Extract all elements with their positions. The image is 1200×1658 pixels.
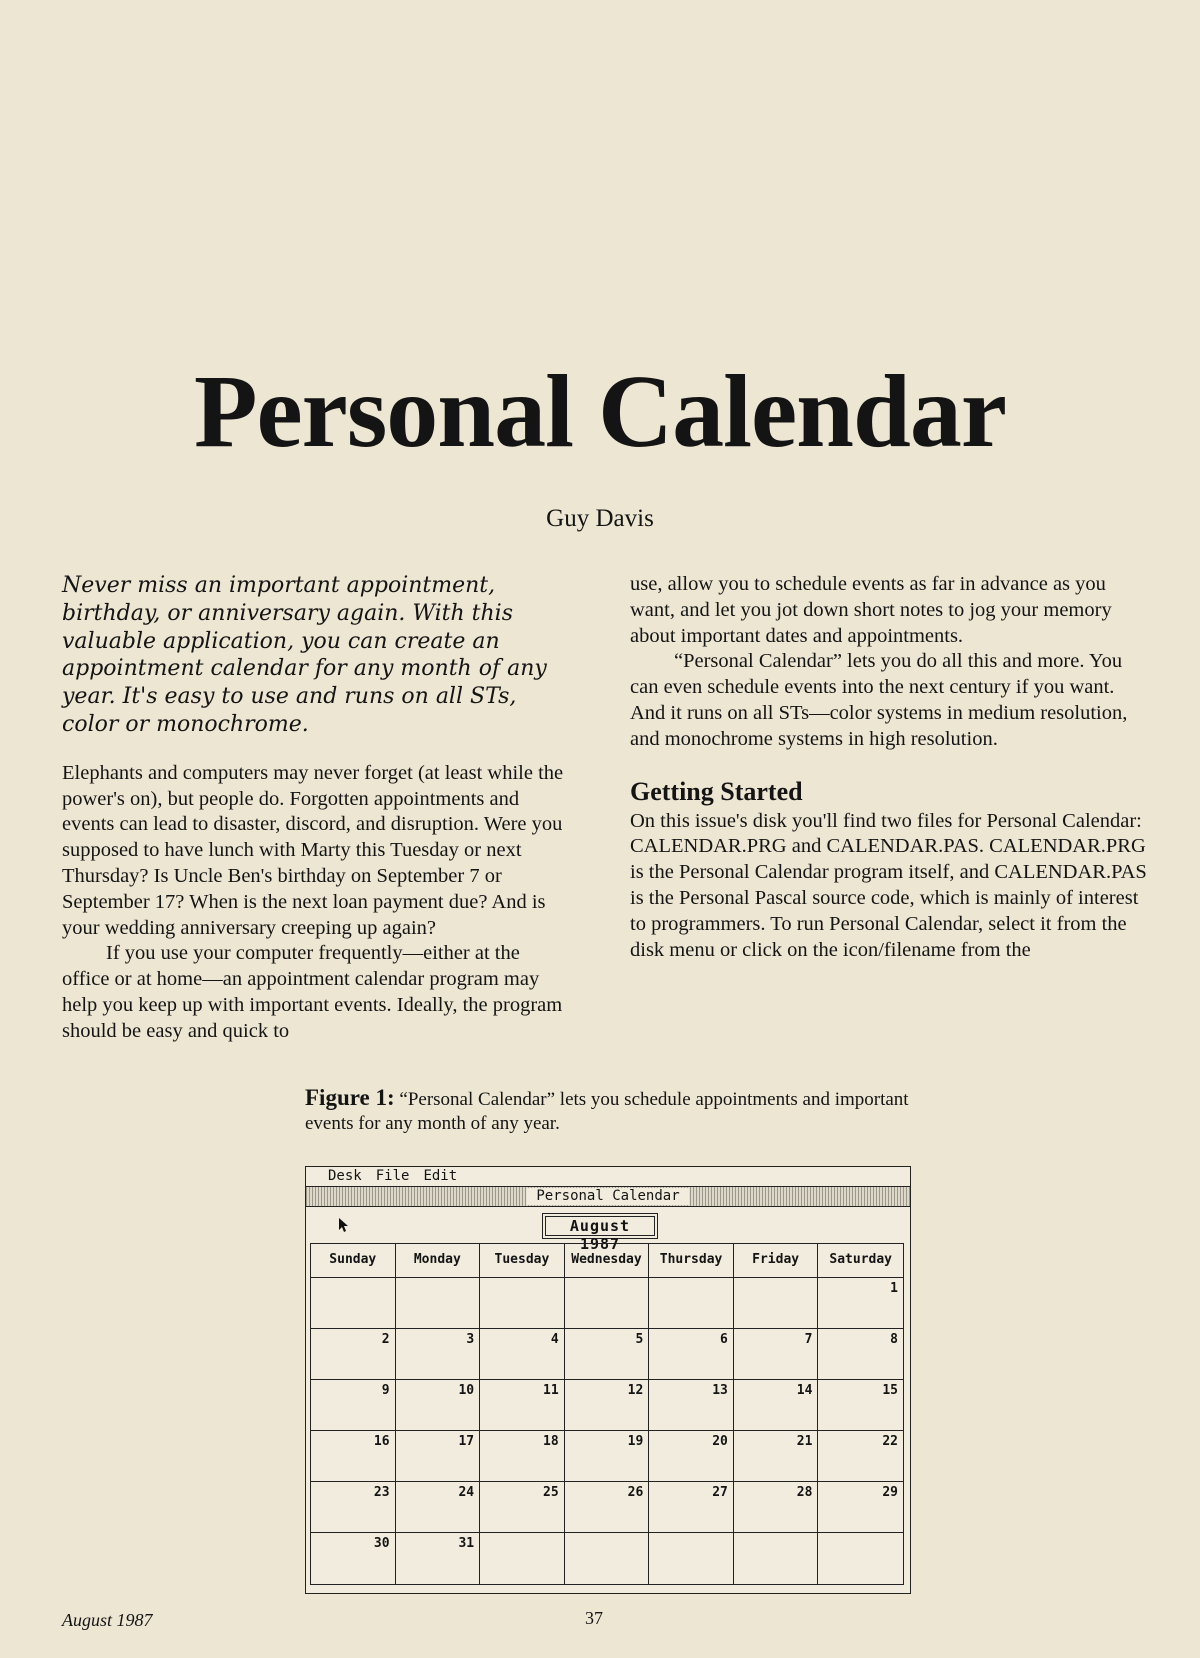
calendar-day-cell[interactable] (649, 1278, 734, 1329)
calendar-day-cell[interactable] (396, 1278, 481, 1329)
calendar-day-cell[interactable]: 4 (480, 1329, 565, 1380)
calendar-day-cell[interactable]: 30 (311, 1533, 396, 1584)
calendar-day-cell[interactable]: 24 (396, 1482, 481, 1533)
calendar-day-cell[interactable]: 6 (649, 1329, 734, 1380)
calendar-day-cell[interactable] (734, 1533, 819, 1584)
day-header: Wednesday (565, 1244, 650, 1278)
day-header: Tuesday (480, 1244, 565, 1278)
body-paragraph: On this issue's disk you'll find two files for Personal Calendar: CALENDAR.PRG and CALENDAR.PAS. CALENDAR.PRG is the Personal Calendar program itself, and CALENDAR.PAS is the Personal Pascal source code, which is mainly of interest to programmers. To run Personal Calendar, select it from the disk menu or click on the icon/filename from the (630, 809, 1147, 961)
calendar-day-cell[interactable]: 22 (818, 1431, 903, 1482)
menu-desk[interactable]: Desk (328, 1168, 362, 1184)
calendar-day-cell[interactable]: 9 (311, 1380, 396, 1431)
calendar-day-cell[interactable]: 28 (734, 1482, 819, 1533)
arrow-pointer-icon (338, 1217, 348, 1237)
day-header: Friday (734, 1244, 819, 1278)
day-header: Saturday (818, 1244, 903, 1278)
calendar-day-cell[interactable]: 19 (565, 1431, 650, 1482)
body-paragraph: use, allow you to schedule events as far in advance as you want, and let you jot down short notes to jog your memory about important dates and appointments. (630, 573, 1112, 647)
menu-file[interactable]: File (375, 1168, 410, 1184)
calendar-day-cell[interactable]: 10 (396, 1380, 481, 1431)
figure-caption-text: “Personal Calendar” lets you schedule appointments and important events for any month of any year. (305, 1089, 909, 1134)
section-heading: Getting Started (630, 776, 803, 806)
calendar-day-cell[interactable] (480, 1278, 565, 1329)
article-intro: Never miss an important appointment, birthday, or anniversary again. With this valuable application, you can create an appointment calendar for any month of any year. It's easy to use and runs on all STs, color or monochrome. (62, 573, 547, 737)
calendar-screenshot (305, 1166, 911, 1594)
calendar-day-cell[interactable]: 17 (396, 1431, 481, 1482)
calendar-day-cell[interactable]: 25 (480, 1482, 565, 1533)
calendar-day-cell[interactable]: 26 (565, 1482, 650, 1533)
calendar-header (306, 1207, 910, 1253)
calendar-day-cell[interactable]: 12 (565, 1380, 650, 1431)
left-column (62, 572, 572, 1045)
month-selector[interactable] (542, 1213, 658, 1253)
right-column (630, 572, 1150, 963)
calendar-day-cell[interactable]: 11 (480, 1380, 565, 1431)
body-paragraph: If you use your computer frequently—either at the office or at home—an appointment calendar program may help you keep up with important events. Ideally, the program should be easy and quick to (62, 942, 563, 1042)
calendar-day-cell[interactable]: 29 (818, 1482, 903, 1533)
calendar-day-cell[interactable] (818, 1533, 903, 1584)
calendar-day-cell[interactable] (565, 1533, 650, 1584)
menu-bar (306, 1167, 910, 1187)
calendar-grid (310, 1243, 904, 1585)
menu-edit[interactable]: Edit (423, 1168, 458, 1184)
day-header: Thursday (649, 1244, 734, 1278)
calendar-day-cell[interactable]: 5 (565, 1329, 650, 1380)
calendar-day-cell[interactable]: 8 (818, 1329, 903, 1380)
calendar-day-cell[interactable] (649, 1533, 734, 1584)
day-header: Sunday (311, 1244, 396, 1278)
figure-caption (305, 1086, 925, 1136)
article-title: Personal Calendar (193, 354, 1007, 469)
calendar-day-cell[interactable] (311, 1278, 396, 1329)
calendar-day-cell[interactable] (480, 1533, 565, 1584)
calendar-day-cell[interactable] (565, 1278, 650, 1329)
calendar-day-cell[interactable]: 18 (480, 1431, 565, 1482)
calendar-day-cell[interactable]: 13 (649, 1380, 734, 1431)
month-label: August 1987 (545, 1216, 655, 1236)
calendar-day-cell[interactable]: 16 (311, 1431, 396, 1482)
author-byline: Guy Davis (546, 505, 654, 532)
calendar-day-cell[interactable]: 20 (649, 1431, 734, 1482)
window-title: Personal Calendar (526, 1188, 689, 1205)
body-paragraph: “Personal Calendar” lets you do all this and more. You can even schedule events into the next century if you want. And it runs on all STs—color systems in medium resolution, and monochrome systems in high resolution. (630, 650, 1128, 750)
calendar-day-cell[interactable] (734, 1278, 819, 1329)
calendar-day-cell[interactable]: 7 (734, 1329, 819, 1380)
calendar-day-cell[interactable]: 31 (396, 1533, 481, 1584)
calendar-day-cell[interactable]: 15 (818, 1380, 903, 1431)
calendar-day-cell[interactable]: 21 (734, 1431, 819, 1482)
calendar-day-cell[interactable]: 3 (396, 1329, 481, 1380)
calendar-day-cell[interactable]: 23 (311, 1482, 396, 1533)
window-title-bar[interactable] (306, 1187, 910, 1207)
calendar-day-cell[interactable]: 14 (734, 1380, 819, 1431)
day-header: Monday (396, 1244, 481, 1278)
footer-issue-date: August 1987 (62, 1610, 153, 1630)
figure-label: Figure 1: (305, 1085, 395, 1110)
body-paragraph: Elephants and computers may never forget (at least while the power's on), but people do. Forgotten appointments and events can lead to disaster, discord, and disruption. Were you supposed to have lunch with Marty this Tuesday or next Thursday? Is Uncle Ben's birthday on September 7 or September 17? When is the next loan payment due? And is your wedding anniversary creeping up again? (62, 761, 564, 939)
calendar-day-cell[interactable]: 1 (818, 1278, 903, 1329)
calendar-day-cell[interactable]: 2 (311, 1329, 396, 1380)
calendar-day-cell[interactable]: 27 (649, 1482, 734, 1533)
page-number: 37 (585, 1608, 603, 1628)
